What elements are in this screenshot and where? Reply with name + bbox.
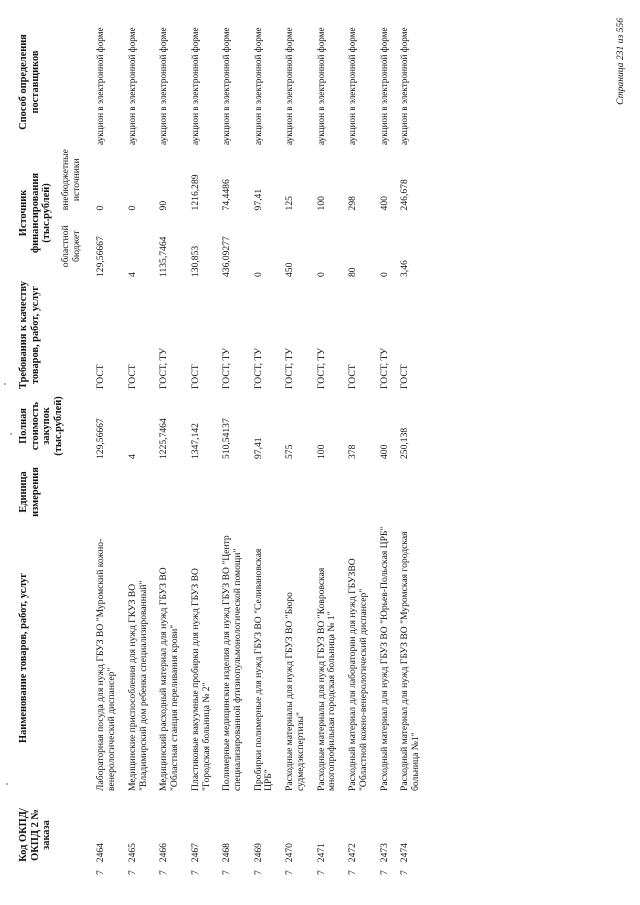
cell-code xyxy=(279,793,310,877)
cell-source xyxy=(311,147,342,279)
table-header-row xyxy=(18,17,90,877)
cell-regional: 0 xyxy=(315,272,327,277)
cell-requirements: ГОСТ, ТУ xyxy=(284,347,296,389)
cell-unit xyxy=(394,461,425,523)
cell-code-prefix: 7 xyxy=(347,870,359,875)
cell-unit xyxy=(248,461,279,523)
cell-code-prefix: 7 xyxy=(95,870,107,875)
cell-cost: 4 xyxy=(126,454,138,459)
cell-extra: 100 xyxy=(315,196,327,211)
cell-name: Медицинские приспособления для нужд ГКУЗ ВО "Владимирский дом ребенка специализированный" xyxy=(126,580,149,791)
cell-order-number: 2467 xyxy=(189,843,201,863)
table-row xyxy=(342,17,373,877)
cell-method: аукцион в электронной форме xyxy=(315,27,326,145)
cell-cost: 400 xyxy=(378,444,390,459)
cell-method: аукцион в электронной форме xyxy=(347,27,358,145)
table-row xyxy=(248,17,279,877)
cell-code xyxy=(216,793,247,877)
cell-regional: 3,46 xyxy=(399,260,411,277)
cell-name: Лабораторная посуда для нужд ГБУЗ ВО "Муромский кожно-венерологический диспансер" xyxy=(95,538,118,791)
cell-name: Расходные материалы для нужд ГБУЗ ВО "Ковровская многопрофильная городская больница № 1" xyxy=(315,567,338,791)
scan-speck xyxy=(10,433,12,435)
cell-method: аукцион в электронной форме xyxy=(399,27,410,145)
cell-code xyxy=(90,793,121,877)
cell-order-number: 2474 xyxy=(399,843,411,863)
cell-method: аукцион в электронной форме xyxy=(284,27,295,145)
header-code: Код ОКПД/ ОКПД 2 № заказа xyxy=(18,808,53,862)
cell-name: Расходный материал для нужд ГБУЗ ВО "Муромская городская больница №1" xyxy=(399,531,422,791)
cell-name: Расходный материал для лаборатории для нужд ГБУЗВО "Областной кожно-венерологический диспансер" xyxy=(347,558,369,791)
cell-order-number: 2465 xyxy=(126,843,138,863)
cell-extra: 298 xyxy=(347,196,359,211)
cell-extra: 0 xyxy=(126,205,138,211)
cell-requirements: ГОСТ, ТУ xyxy=(221,347,233,389)
cell-source xyxy=(216,147,247,279)
cell-code xyxy=(185,793,216,877)
table-row xyxy=(311,17,342,877)
cell-requirements: ГОСТ, ТУ xyxy=(378,347,390,389)
cell-requirements: ГОСТ xyxy=(126,364,138,389)
cell-regional: 129,56667 xyxy=(95,236,107,277)
cell-cost: 510,54137 xyxy=(221,418,233,459)
cell-unit xyxy=(122,461,153,523)
cell-requirements: ГОСТ, ТУ xyxy=(252,347,264,389)
cell-source xyxy=(90,147,121,279)
cell-requirements: ГОСТ xyxy=(347,364,359,389)
header-name: Наименование товаров, работ, услуг xyxy=(18,573,29,743)
cell-source xyxy=(122,147,153,279)
header-source-subcolumns xyxy=(61,149,82,277)
cell-requirements: ГОСТ, ТУ xyxy=(158,347,170,389)
cell-cost: 1225,7464 xyxy=(158,418,170,459)
cell-regional: 1135,7464 xyxy=(158,236,170,277)
cell-source xyxy=(248,147,279,279)
table-row xyxy=(153,17,184,877)
cell-method: аукцион в электронной форме xyxy=(158,27,169,145)
scan-speck xyxy=(6,783,8,785)
cell-regional: 450 xyxy=(284,262,296,277)
cell-source xyxy=(394,147,425,279)
cell-regional: 80 xyxy=(347,267,359,277)
cell-code xyxy=(342,793,373,877)
procurement-table xyxy=(18,17,426,877)
cell-source xyxy=(374,147,395,279)
cell-requirements: ГОСТ xyxy=(189,364,201,389)
cell-unit xyxy=(311,461,342,523)
cell-unit xyxy=(153,461,184,523)
cell-regional: 436,09277 xyxy=(221,236,233,277)
cell-name: Расходный материал для нужд ГБУЗ ВО "Юрьев-Польская ЦРБ" xyxy=(378,526,390,791)
cell-code xyxy=(248,793,279,877)
cell-requirements: ГОСТ xyxy=(95,364,107,389)
cell-extra: 400 xyxy=(378,196,390,211)
cell-code-prefix: 7 xyxy=(221,870,233,875)
cell-source xyxy=(279,147,310,279)
cell-unit xyxy=(90,461,121,523)
cell-regional: 4 xyxy=(126,272,138,277)
cell-requirements: ГОСТ, ТУ xyxy=(315,347,327,389)
cell-extra: 0 xyxy=(95,205,107,211)
cell-code-prefix: 7 xyxy=(126,870,138,875)
cell-regional: 0 xyxy=(252,272,264,277)
table-body xyxy=(90,17,425,877)
cell-code xyxy=(153,793,184,877)
header-source-extra: внебюджетные источники xyxy=(59,149,82,211)
cell-cost: 1347,142 xyxy=(189,423,201,459)
cell-unit xyxy=(374,461,395,523)
cell-method: аукцион в электронной форме xyxy=(252,27,263,145)
cell-method: аукцион в электронной форме xyxy=(189,27,200,145)
table-row xyxy=(279,17,310,877)
page-number: Страница 231 из 556 xyxy=(615,18,626,105)
cell-unit xyxy=(342,461,373,523)
cell-order-number: 2469 xyxy=(252,843,264,863)
cell-name: Пластиковые вакуумные пробирки для нужд ГБУЗ ВО "Городская больница № 2" xyxy=(189,568,212,791)
cell-code-prefix: 7 xyxy=(189,870,201,875)
cell-code xyxy=(374,793,395,877)
cell-unit xyxy=(185,461,216,523)
header-source-regional: областной бюджет xyxy=(59,225,82,268)
cell-order-number: 2468 xyxy=(221,843,233,863)
cell-name: Полимерные медицинские изделия для нужд ГБУЗ ВО "Центр специализированной фтизиопульмонологической помощи" xyxy=(221,535,243,791)
cell-order-number: 2464 xyxy=(95,843,107,863)
cell-order-number: 2466 xyxy=(158,843,170,863)
cell-code xyxy=(122,793,153,877)
cell-code-prefix: 7 xyxy=(252,870,264,875)
cell-cost: 97,41 xyxy=(252,437,264,459)
cell-name: Пробирки полимерные для нужд ГБУЗ ВО "Селивановская ЦРБ" xyxy=(252,548,275,791)
cell-source xyxy=(185,147,216,279)
cell-code xyxy=(311,793,342,877)
cell-extra: 125 xyxy=(284,196,296,211)
header-method: Способ определения поставщиков xyxy=(18,34,41,130)
header-requirements: Требования к качеству товаров, работ, услуг xyxy=(18,281,41,389)
cell-requirements: ГОСТ xyxy=(399,364,411,389)
cell-method: аукцион в электронной форме xyxy=(95,27,106,145)
cell-unit xyxy=(279,461,310,523)
cell-regional: 0 xyxy=(378,272,390,277)
cell-name: Расходные материалы для нужд ГБУЗ ВО "Бюро судмедэкспертизы" xyxy=(284,592,306,791)
cell-name: Медицинский расходный материал для нужд ГБУЗ ВО "Областная станция переливания крови" xyxy=(158,567,181,791)
table-row xyxy=(122,17,153,877)
cell-method: аукцион в электронной форме xyxy=(126,27,137,145)
cell-cost: 575 xyxy=(284,444,296,459)
cell-extra: 246,678 xyxy=(399,179,411,211)
cell-source xyxy=(342,147,373,279)
cell-extra: 74,4486 xyxy=(221,179,233,211)
header-unit: Единица измерения xyxy=(18,467,41,517)
cell-cost: 378 xyxy=(347,444,359,459)
table-row xyxy=(216,17,247,877)
cell-code-prefix: 7 xyxy=(399,870,411,875)
table-row xyxy=(185,17,216,877)
table-row xyxy=(374,17,395,877)
cell-code xyxy=(394,793,425,877)
cell-order-number: 2473 xyxy=(378,843,390,863)
cell-order-number: 2470 xyxy=(284,843,296,863)
cell-method: аукцион в электронной форме xyxy=(221,27,232,145)
cell-code-prefix: 7 xyxy=(284,870,296,875)
cell-code-prefix: 7 xyxy=(378,870,390,875)
cell-cost: 250,138 xyxy=(399,427,411,459)
cell-code-prefix: 7 xyxy=(315,870,327,875)
header-cost: Полная стоимость закупок (тыс.рублей) xyxy=(18,396,64,456)
cell-source xyxy=(153,147,184,279)
cell-code-prefix: 7 xyxy=(158,870,170,875)
cell-extra: 1216,289 xyxy=(189,174,201,211)
cell-cost: 100 xyxy=(315,444,327,459)
cell-extra: 97,41 xyxy=(252,188,264,211)
cell-order-number: 2471 xyxy=(315,843,327,863)
table-row xyxy=(394,17,425,877)
cell-unit xyxy=(216,461,247,523)
header-source-label: Источник финансирования (тыс.рублей) xyxy=(18,172,53,254)
cell-method: аукцион в электронной форме xyxy=(378,27,389,145)
table-row xyxy=(90,17,121,877)
cell-regional: 130,853 xyxy=(189,245,201,277)
cell-cost: 129,56667 xyxy=(95,418,107,459)
scan-speck xyxy=(4,383,6,385)
header-source xyxy=(18,147,90,279)
cell-order-number: 2472 xyxy=(347,843,359,863)
cell-extra: 90 xyxy=(158,200,170,211)
